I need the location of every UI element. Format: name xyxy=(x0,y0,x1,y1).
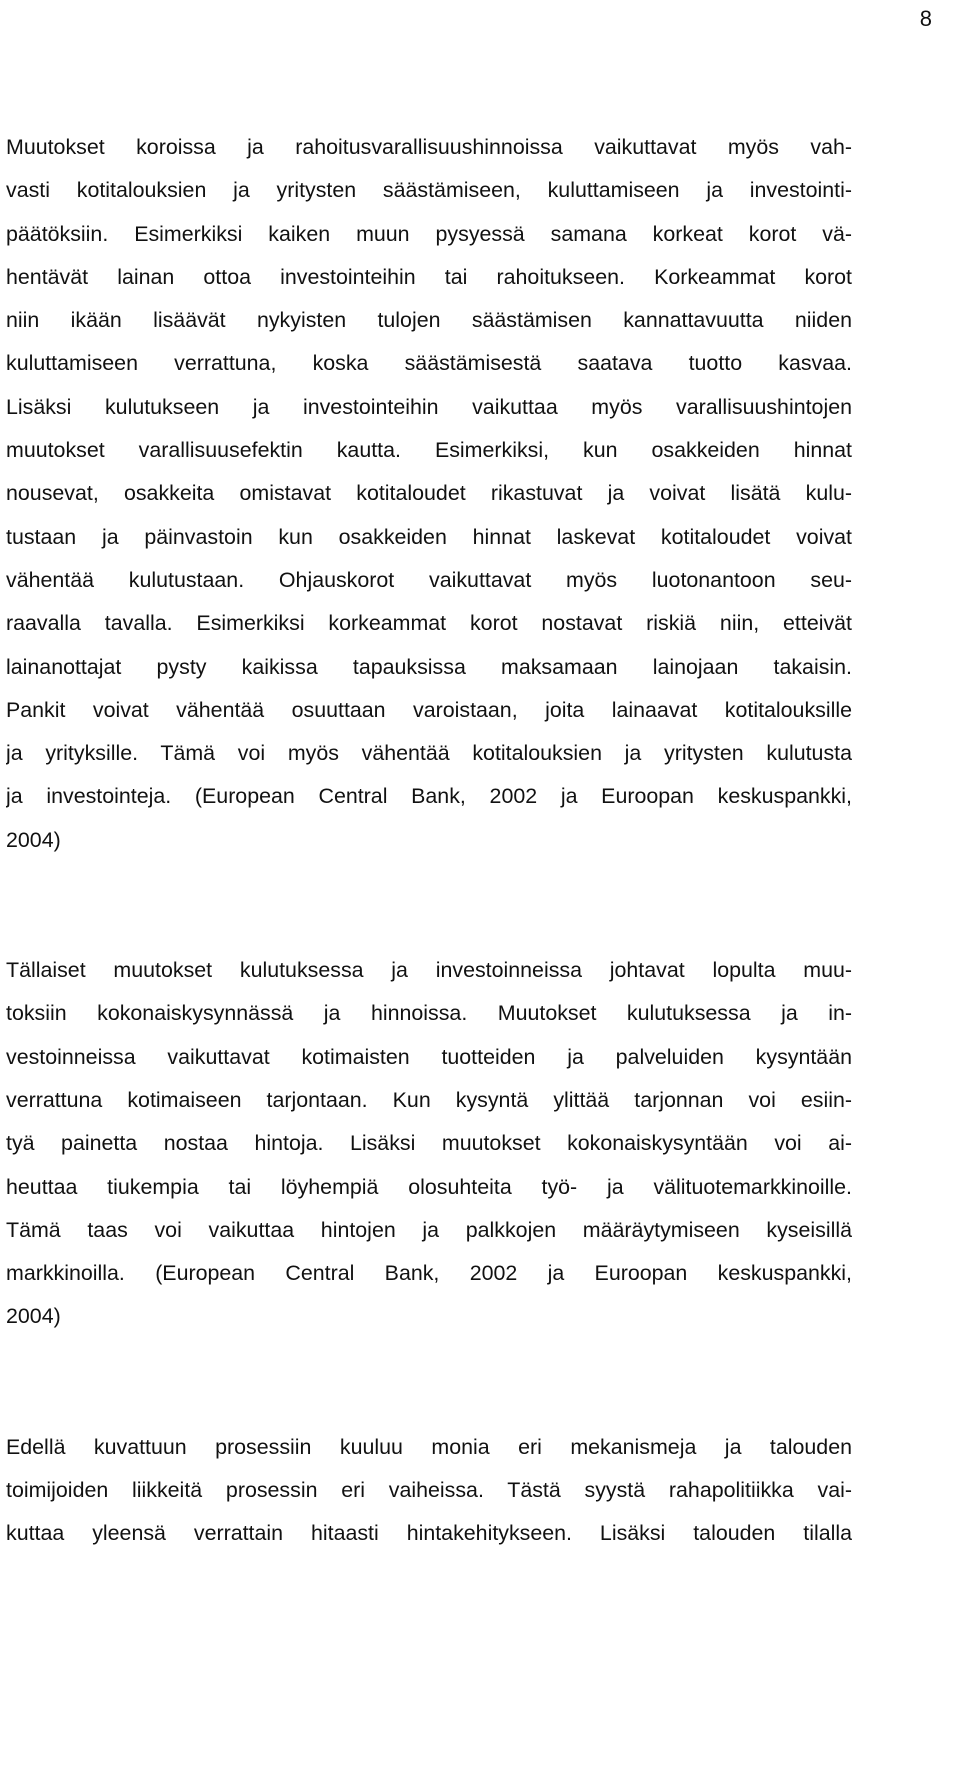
text-line: Tämä taas voi vaikuttaa hintojen ja palkkojen määräytymiseen kyseisillä xyxy=(6,1217,852,1242)
text-line: päätöksiin. Esimerkiksi kaiken muun pysyessä samana korkeat korot vä- xyxy=(6,221,852,246)
text-line: Tällaiset muutokset kulutuksessa ja investoinneissa johtavat lopulta muu- xyxy=(6,958,852,983)
text-line: lainanottajat pysty kaikissa tapauksissa maksamaan lainojaan takaisin. xyxy=(6,654,852,679)
text-line: Edellä kuvattuun prosessiin kuuluu monia eri mekanismeja ja talouden xyxy=(6,1434,852,1459)
text-line: toimijoiden liikkeitä prosessin eri vaiheissa. Tästä syystä rahapolitiikka vai- xyxy=(6,1478,852,1503)
text-line: niin ikään lisäävät nykyisten tulojen säästämisen kannattavuutta niiden xyxy=(6,308,852,333)
text-line: 2004) xyxy=(6,827,61,852)
text-line: ja investointeja. (European Central Bank, 2002 ja Euroopan keskuspankki, xyxy=(6,784,852,809)
text-line: heuttaa tiukempia tai löyhempiä olosuhteita työ- ja välituotemarkkinoille. xyxy=(6,1174,852,1199)
text-line: markkinoilla. (European Central Bank, 2002 ja Euroopan keskuspankki, xyxy=(6,1261,852,1286)
text-line: Pankit voivat vähentää osuuttaan varoistaan, joita lainaavat kotitalouksille xyxy=(6,697,852,722)
text-line: vähentää kulutustaan. Ohjauskorot vaikuttavat myös luotonantoon seu- xyxy=(6,567,852,592)
page-number: 8 xyxy=(919,6,932,31)
text-line: ja yrityksille. Tämä voi myös vähentää kotitalouksien ja yritysten kulutusta xyxy=(6,741,852,766)
text-line: Lisäksi kulutukseen ja investointeihin vaikuttaa myös varallisuushintojen xyxy=(6,394,852,419)
paragraph-2 xyxy=(6,949,852,1339)
text-line: verrattuna kotimaiseen tarjontaan. Kun kysyntä ylittää tarjonnan voi esiin- xyxy=(6,1087,852,1112)
text-line: hentävät lainan ottoa investointeihin tai rahoitukseen. Korkeammat korot xyxy=(6,264,852,289)
text-line: vestoinneissa vaikuttavat kotimaisten tuotteiden ja palveluiden kysyntään xyxy=(6,1044,852,1069)
text-line: 2004) xyxy=(6,1304,61,1329)
text-line: Muutokset koroissa ja rahoitusvarallisuushinnoissa vaikuttavat myös vah- xyxy=(6,135,852,159)
text-line: toksiin kokonaiskysynnässä ja hinnoissa. Muutokset kulutuksessa ja in- xyxy=(6,1001,852,1026)
text-line: tyä painetta nostaa hintoja. Lisäksi muutokset kokonaiskysyntään voi ai- xyxy=(6,1131,852,1156)
paragraph-1 xyxy=(6,126,852,862)
text-line: nousevat, osakkeita omistavat kotitaloudet rikastuvat ja voivat lisätä kulu- xyxy=(6,481,852,506)
paragraph-spacer xyxy=(6,1339,852,1426)
text-line: kuttaa yleensä verrattain hitaasti hintakehitykseen. Lisäksi talouden tilalla xyxy=(6,1521,852,1546)
paragraph-3 xyxy=(6,1426,852,1556)
document-body xyxy=(6,126,852,1556)
text-line: tustaan ja päinvastoin kun osakkeiden hinnat laskevat kotitaloudet voivat xyxy=(6,524,852,549)
text-line: raavalla tavalla. Esimerkiksi korkeammat korot nostavat riskiä niin, etteivät xyxy=(6,611,852,636)
text-line: muutokset varallisuusefektin kautta. Esimerkiksi, kun osakkeiden hinnat xyxy=(6,438,852,463)
paragraph-spacer xyxy=(6,862,852,949)
text-line: vasti kotitalouksien ja yritysten säästämiseen, kuluttamiseen ja investointi- xyxy=(6,178,852,203)
text-line: kuluttamiseen verrattuna, koska säästämisestä saatava tuotto kasvaa. xyxy=(6,351,852,376)
